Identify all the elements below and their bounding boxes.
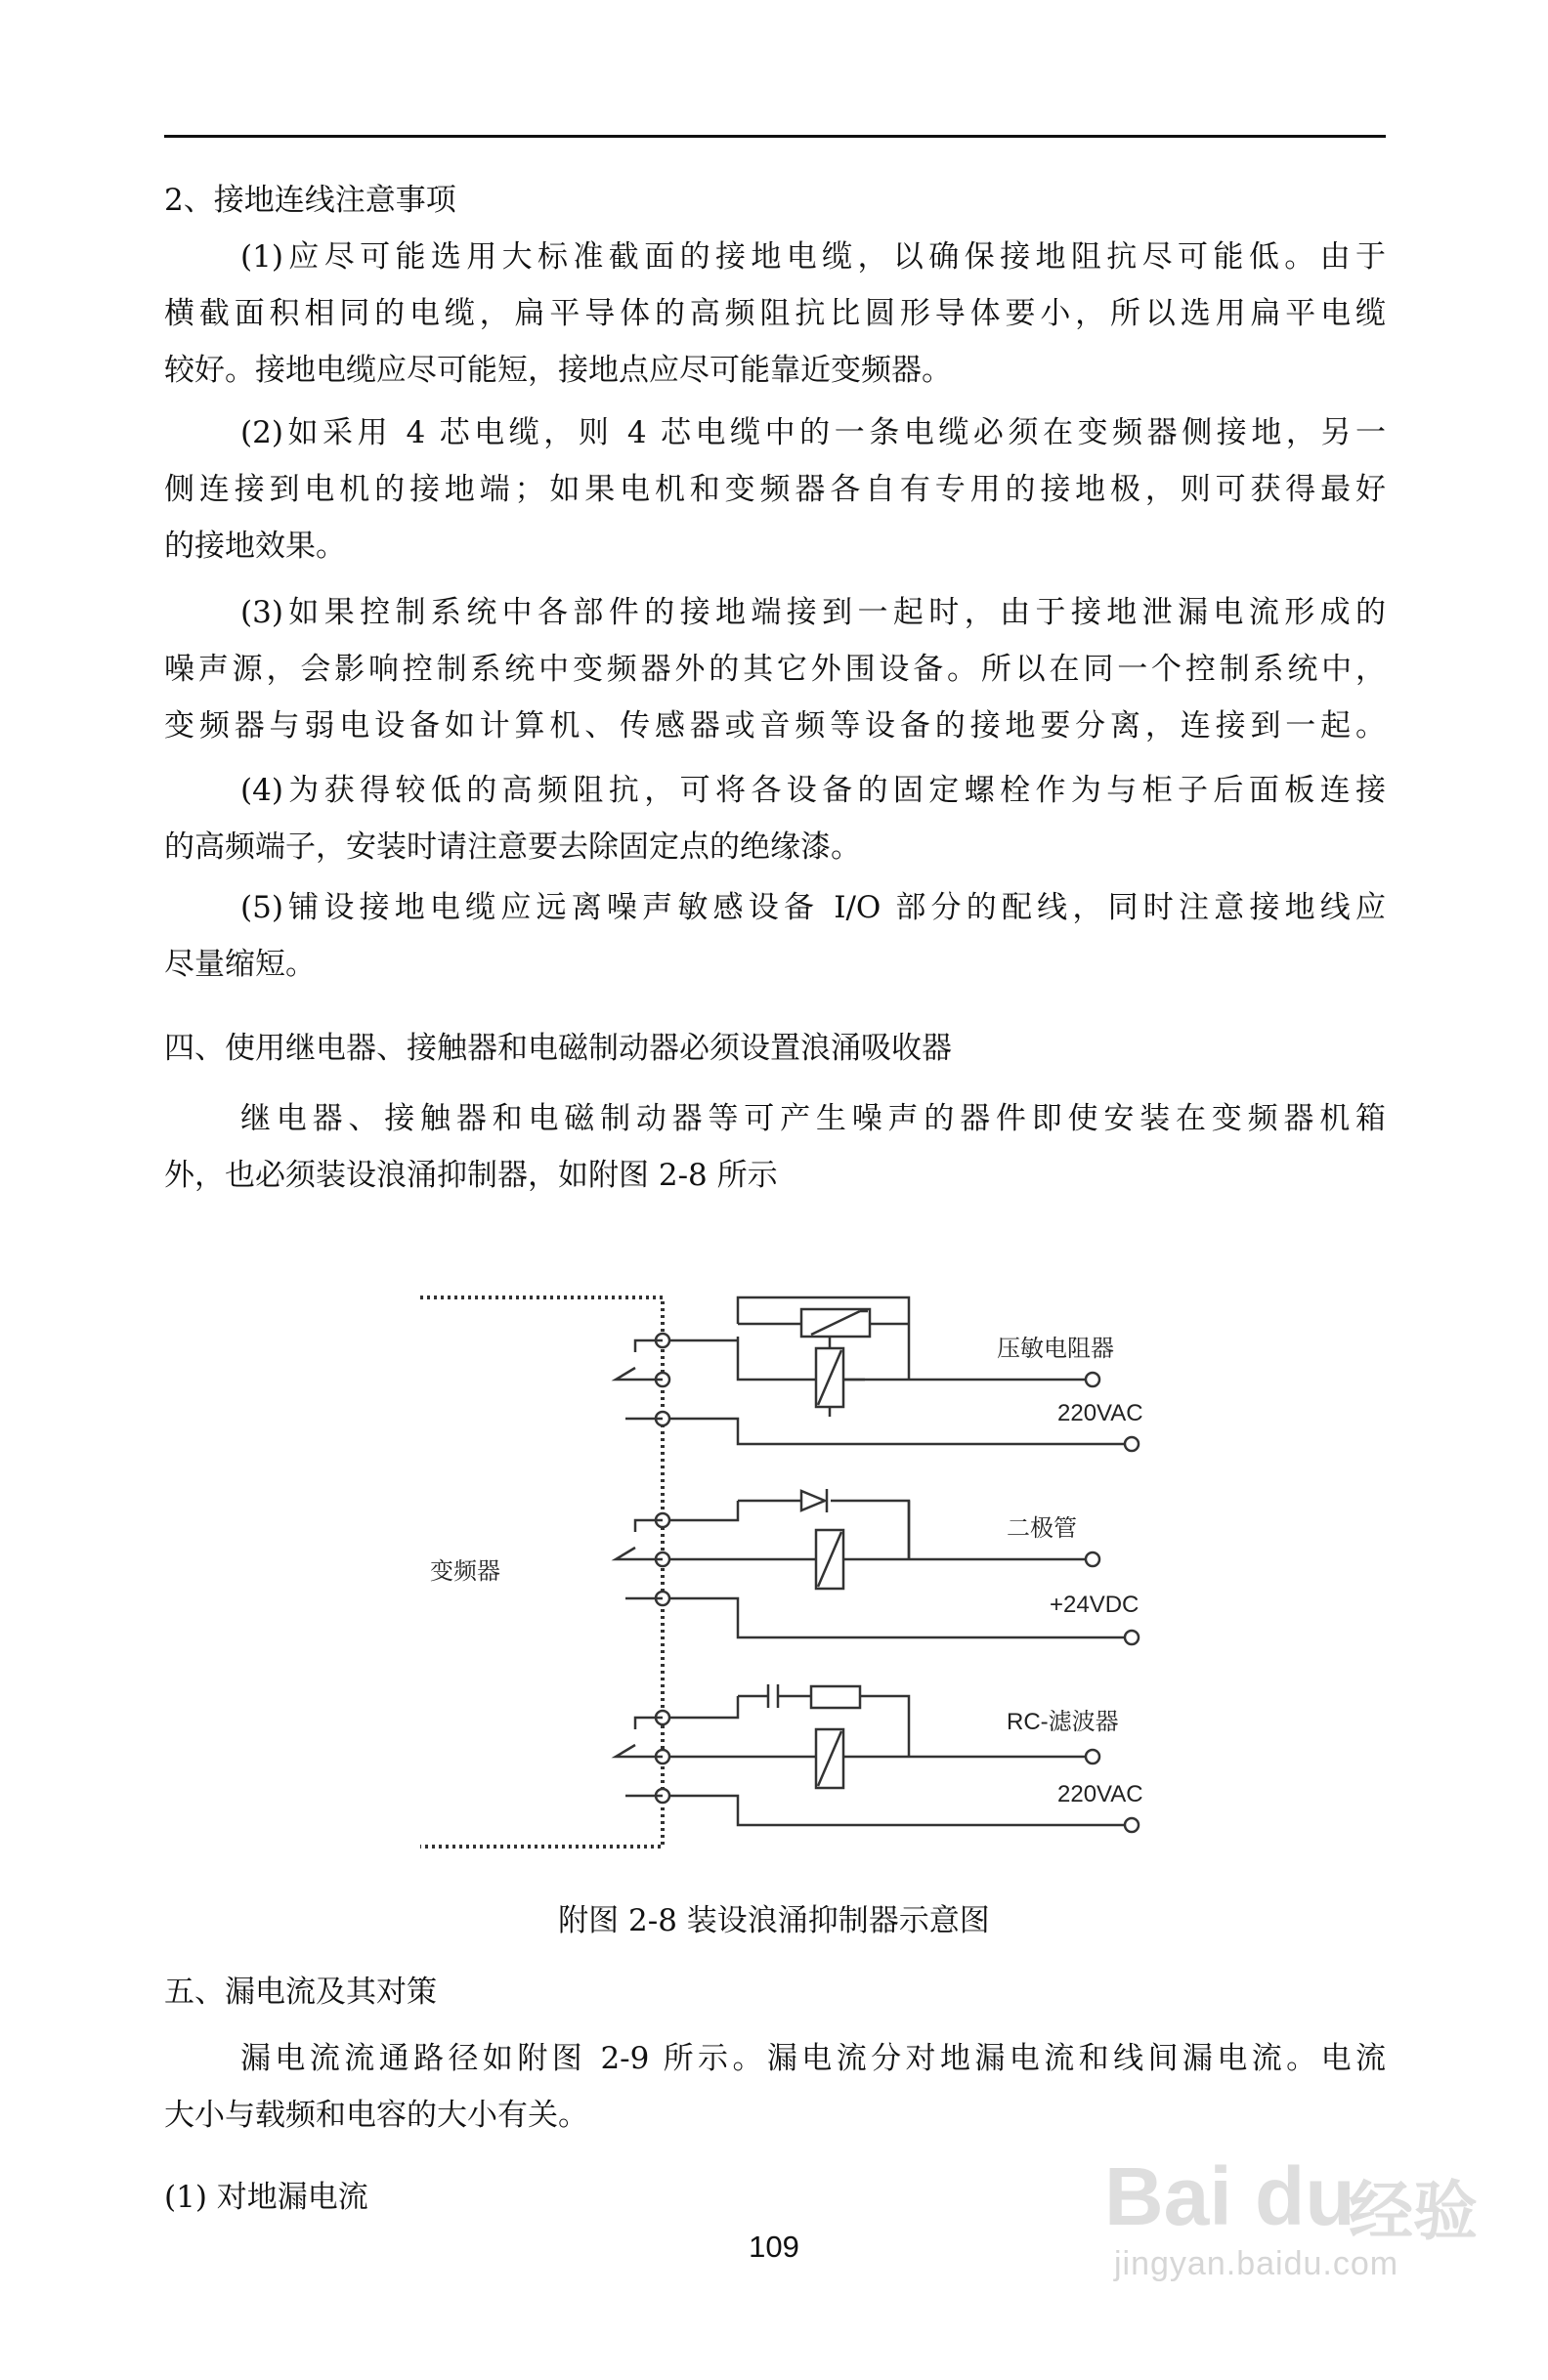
- section-2-paragraph-2: (2)如采用 4 芯电缆，则 4 芯电缆中的一条电缆必须在变频器侧接地，另一 侧连接到电机的接地端；如果电机和变频器各自有专用的接地极，则可获得最好 的接地效果。: [164, 415, 1386, 564]
- page-number: 109: [749, 2230, 799, 2264]
- figure-caption: 附图 2-8 装设浪涌抑制器示意图: [558, 1903, 990, 1938]
- label-diode: 二极管: [1007, 1515, 1077, 1542]
- circuit-block-diode: [616, 1489, 1139, 1644]
- watermark-url: jingyan.baidu.com: [1114, 2245, 1399, 2282]
- surge-suppressor-diagram: [401, 1270, 1182, 1876]
- label-varistor: 压敏电阻器: [997, 1336, 1114, 1362]
- section-2-paragraph-1: (1)应尽可能选用大标准截面的接地电缆，以确保接地阻抗尽可能低。由于 横截面积相同的电缆，扁平导体的高频阻抗比圆形导体要小，所以选用扁平电缆 较好。接地电缆应尽可能短，接地点应尽可能靠近变频器。: [164, 239, 1386, 388]
- watermark-brand: Bai du: [1104, 2150, 1355, 2242]
- section-2-paragraph-5: (5)铺设接地电缆应远离噪声敏感设备 I/O 部分的配线，同时注意接地线应 尽量缩短。: [164, 890, 1386, 982]
- capacitor-icon: [738, 1684, 811, 1708]
- section-5-title: 五、漏电流及其对策: [164, 1975, 437, 2010]
- resistor-icon: [811, 1686, 860, 1708]
- section-4-paragraph-1: 继电器、接触器和电磁制动器等可产生噪声的器件即使安装在变频器机箱 外，也必须装设浪涌抑制器，如附图 2-8 所示: [164, 1101, 1386, 1193]
- label-ac-2: 220VAC: [1057, 1781, 1143, 1807]
- section-2-paragraph-3: (3)如果控制系统中各部件的接地端接到一起时，由于接地泄漏电流形成的 噪声源，会影响控制系统中变频器外的其它外围设备。所以在同一个控制系统中， 变频器与弱电设备如计算机、传感器或音频等设备的接地要分离，连接到一起。: [164, 595, 1386, 744]
- circuit-block-varistor: [616, 1297, 1139, 1451]
- circuit-block-rc-filter: [616, 1684, 1139, 1832]
- label-rc-filter: RC-滤波器: [1007, 1709, 1119, 1735]
- label-dc: +24VDC: [1050, 1592, 1140, 1618]
- watermark-brand-cn: 经验: [1349, 2173, 1478, 2249]
- label-ac-1: 220VAC: [1057, 1400, 1143, 1426]
- header-rule: [164, 135, 1386, 138]
- section-2-title: 2、接地连线注意事项: [164, 183, 456, 218]
- section-2-paragraph-4: (4)为获得较低的高频阻抗，可将各设备的固定螺栓作为与柜子后面板连接 的高频端子，安装时请注意要去除固定点的绝缘漆。: [164, 773, 1386, 865]
- section-5-paragraph-1: 漏电流流通路径如附图 2-9 所示。漏电流分对地漏电流和线间漏电流。电流 大小与载频和电容的大小有关。: [164, 2041, 1386, 2133]
- section-5-subtitle: (1) 对地漏电流: [164, 2180, 368, 2215]
- diode-icon: [801, 1491, 825, 1510]
- section-4-title: 四、使用继电器、接触器和电磁制动器必须设置浪涌吸收器: [164, 1031, 952, 1066]
- label-inverter: 变频器: [430, 1558, 500, 1585]
